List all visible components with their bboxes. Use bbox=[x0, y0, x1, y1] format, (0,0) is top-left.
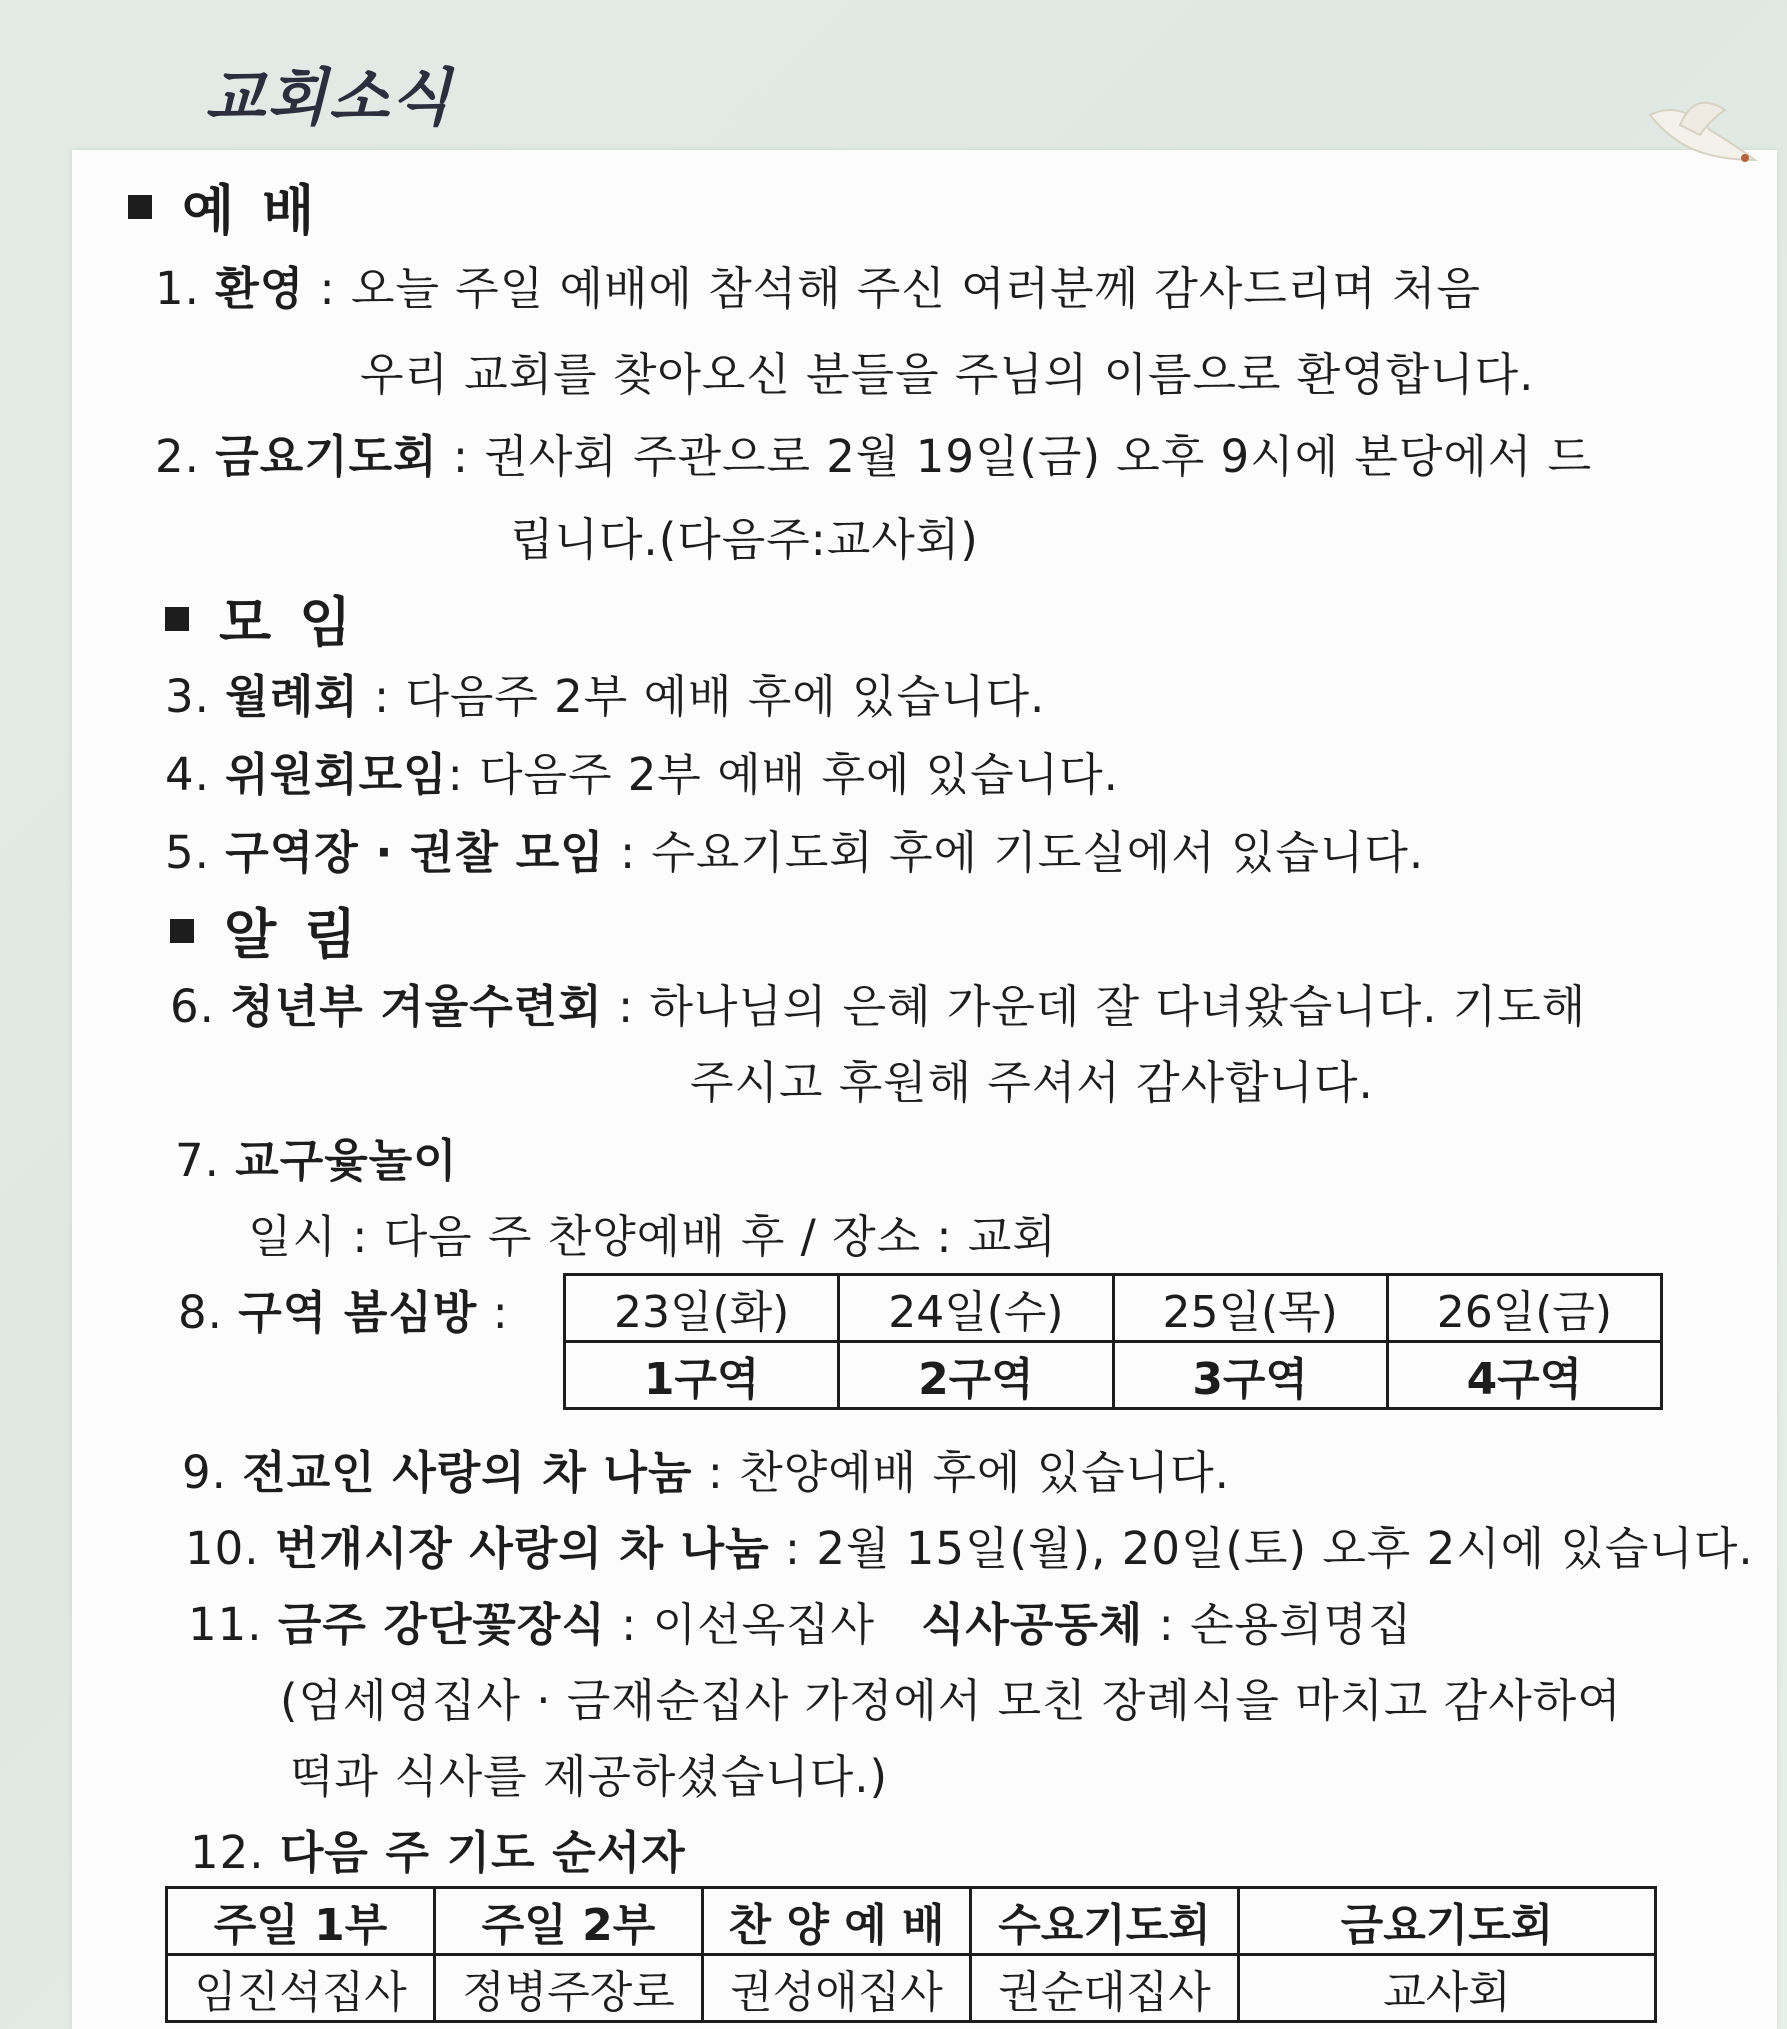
visit-schedule-table bbox=[563, 1273, 1663, 1410]
item-2-cont: 립니다.(다음주:교사회) bbox=[510, 513, 979, 566]
table-cell: 권순대집사 bbox=[971, 1955, 1239, 2022]
item-1: 1. 환영 : 오늘 주일 예배에 참석해 주신 여러분께 감사드리며 처음 bbox=[155, 262, 1481, 315]
table-cell: 2구역 bbox=[839, 1342, 1113, 1409]
table-row bbox=[565, 1275, 1662, 1342]
table-cell: 금요기도회 bbox=[1239, 1888, 1656, 1955]
item-5: 5. 구역장 · 권찰 모임 : 수요기도회 후에 기도실에서 있습니다. bbox=[165, 826, 1425, 879]
item-1-cont: 우리 교회를 찾아오신 분들을 주님의 이름으로 환영합니다. bbox=[360, 348, 1535, 401]
item-12: 12. 다음 주 기도 순서자 bbox=[190, 1826, 686, 1879]
table-cell: 4구역 bbox=[1387, 1342, 1661, 1409]
section-notice: 알림 bbox=[170, 892, 384, 969]
item-2: 2. 금요기도회 : 권사회 주관으로 2월 19일(금) 오후 9시에 본당에서 드 bbox=[155, 430, 1593, 483]
item-7: 7. 교구윷놀이 bbox=[175, 1134, 458, 1187]
table-row bbox=[565, 1342, 1662, 1409]
table-row bbox=[167, 1888, 1656, 1955]
section-worship: 예배 bbox=[128, 168, 342, 245]
item-3: 3. 월례회 : 다음주 2부 예배 후에 있습니다. bbox=[165, 670, 1046, 723]
item-11-note-cont: 떡과 식사를 제공하셨습니다.) bbox=[290, 1750, 889, 1803]
table-cell: 주일 2부 bbox=[435, 1888, 703, 1955]
section-meeting: 모임 bbox=[165, 580, 379, 657]
table-cell: 수요기도회 bbox=[971, 1888, 1239, 1955]
table-cell: 권성애집사 bbox=[703, 1955, 971, 2022]
item-8: 8. 구역 봄심방 : bbox=[178, 1286, 509, 1339]
table-cell: 1구역 bbox=[565, 1342, 839, 1409]
square-bullet-icon bbox=[165, 607, 189, 631]
item-9: 9. 전교인 사랑의 차 나눔 : 찬양예배 후에 있습니다. bbox=[182, 1446, 1230, 1499]
dove-icon bbox=[1640, 90, 1760, 180]
square-bullet-icon bbox=[128, 195, 152, 219]
table-row bbox=[167, 1955, 1656, 2022]
item-7-detail: 일시 : 다음 주 찬양예배 후 / 장소 : 교회 bbox=[248, 1210, 1057, 1263]
table-cell: 3구역 bbox=[1113, 1342, 1387, 1409]
table-cell: 25일(목) bbox=[1113, 1275, 1387, 1342]
table-cell: 주일 1부 bbox=[167, 1888, 435, 1955]
item-6-cont: 주시고 후원해 주셔서 감사합니다. bbox=[690, 1056, 1374, 1109]
table-cell: 26일(금) bbox=[1387, 1275, 1661, 1342]
item-11-note: (엄세영집사 · 금재순집사 가정에서 모친 장례식을 마치고 감사하여 bbox=[280, 1674, 1622, 1727]
item-4: 4. 위원회모임: 다음주 2부 예배 후에 있습니다. bbox=[165, 748, 1119, 801]
masthead-title: 교회소식 bbox=[205, 61, 453, 134]
table-cell: 23일(화) bbox=[565, 1275, 839, 1342]
item-11: 11. 금주 강단꽃장식 : 이선옥집사 식사공동체 : 손용희명집 bbox=[188, 1598, 1413, 1651]
table-cell: 정병주장로 bbox=[435, 1955, 703, 2022]
item-10: 10. 번개시장 사랑의 차 나눔 : 2월 15일(월), 20일(토) 오후 2시에 있습니다. bbox=[185, 1522, 1754, 1575]
table-cell: 임진석집사 bbox=[167, 1955, 435, 2022]
table-cell: 24일(수) bbox=[839, 1275, 1113, 1342]
table-cell: 교사회 bbox=[1239, 1955, 1656, 2022]
item-6: 6. 청년부 겨울수련회 : 하나님의 은혜 가운데 잘 다녀왔습니다. 기도해 bbox=[170, 980, 1587, 1033]
table-cell: 찬 양 예 배 bbox=[703, 1888, 971, 1955]
square-bullet-icon bbox=[170, 919, 194, 943]
prayer-order-table bbox=[165, 1886, 1657, 2023]
